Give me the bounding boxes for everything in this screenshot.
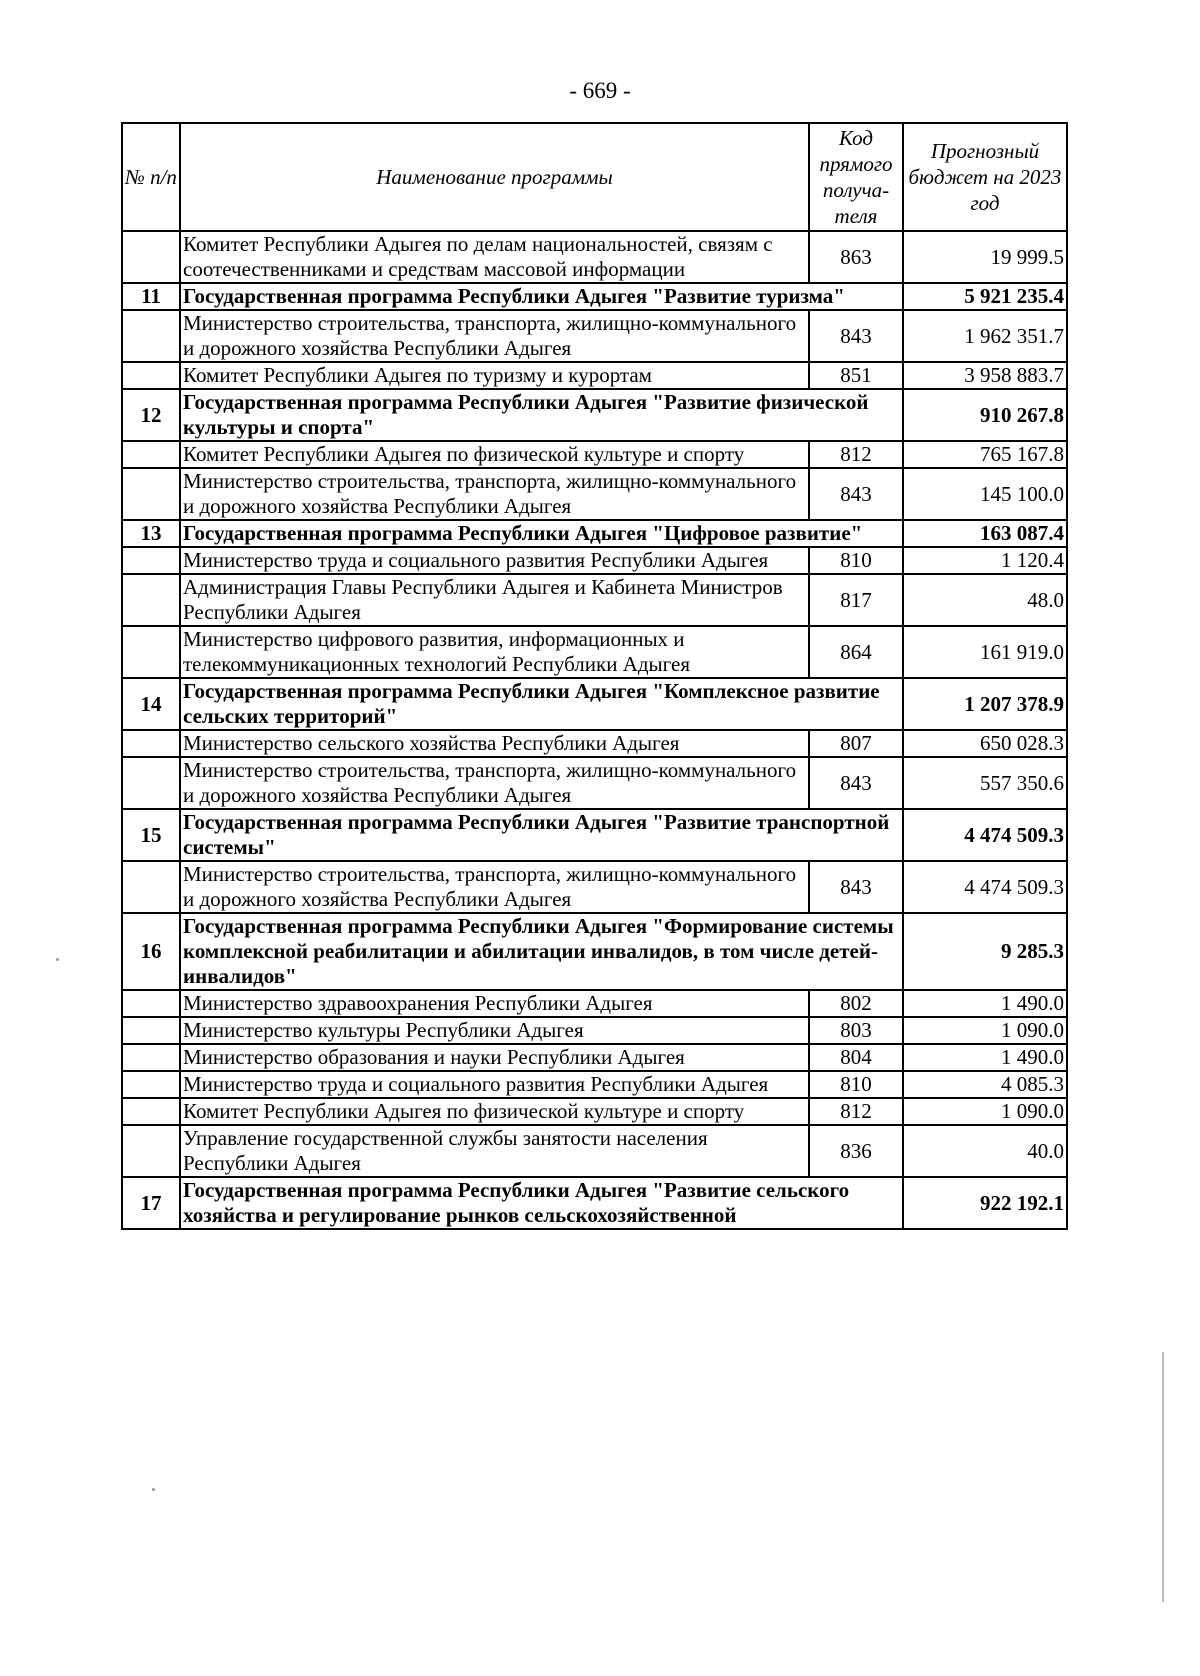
row-number: 17	[122, 1177, 180, 1229]
recipient-row	[122, 990, 1067, 1017]
recipient-name: Министерство труда и социального развития Республики Адыгея	[180, 547, 809, 574]
recipient-code: 802	[809, 990, 903, 1017]
scan-speck	[56, 958, 59, 961]
row-number-empty	[122, 310, 180, 362]
row-number: 16	[122, 913, 180, 990]
recipient-name: Министерство цифрового развития, информационных и телекоммуникационных технологий Республики Адыгея	[180, 626, 809, 678]
table-header-row	[122, 123, 1067, 231]
recipient-row	[122, 441, 1067, 468]
recipient-budget: 1 120.4	[903, 547, 1067, 574]
recipient-budget: 3 958 883.7	[903, 362, 1067, 389]
recipient-budget: 765 167.8	[903, 441, 1067, 468]
recipient-code: 843	[809, 468, 903, 520]
program-budget: 5 921 235.4	[903, 283, 1067, 310]
recipient-budget: 161 919.0	[903, 626, 1067, 678]
recipient-row	[122, 310, 1067, 362]
recipient-budget: 19 999.5	[903, 231, 1067, 283]
row-number-empty	[122, 861, 180, 913]
header-budget: Прогнозный бюджет на 2023 год	[903, 123, 1067, 231]
program-budget: 922 192.1	[903, 1177, 1067, 1229]
recipient-code: 863	[809, 231, 903, 283]
recipient-budget: 48.0	[903, 574, 1067, 626]
program-row	[122, 520, 1067, 547]
recipient-budget: 557 350.6	[903, 757, 1067, 809]
recipient-row	[122, 861, 1067, 913]
row-number-empty	[122, 1071, 180, 1098]
recipient-name: Комитет Республики Адыгея по физической культуре и спорту	[180, 441, 809, 468]
row-number-empty	[122, 757, 180, 809]
recipient-budget: 4 085.3	[903, 1071, 1067, 1098]
recipient-row	[122, 574, 1067, 626]
row-number-empty	[122, 441, 180, 468]
program-budget: 910 267.8	[903, 389, 1067, 441]
recipient-row	[122, 1044, 1067, 1071]
row-number-empty	[122, 626, 180, 678]
program-row	[122, 283, 1067, 310]
recipient-row	[122, 1017, 1067, 1044]
recipient-row	[122, 547, 1067, 574]
recipient-name: Комитет Республики Адыгея по туризму и курортам	[180, 362, 809, 389]
program-name: Государственная программа Республики Адыгея "Развитие сельского хозяйства и регулирование рынков сельскохозяйственной	[180, 1177, 903, 1229]
recipient-code: 810	[809, 1071, 903, 1098]
recipient-code: 843	[809, 861, 903, 913]
recipient-budget: 1 490.0	[903, 990, 1067, 1017]
row-number-empty	[122, 990, 180, 1017]
recipient-row	[122, 362, 1067, 389]
recipient-row	[122, 757, 1067, 809]
program-name: Государственная программа Республики Адыгея "Формирование системы комплексной реабилитации и абилитации инвалидов, в том числе детей-инвалидов"	[180, 913, 903, 990]
program-name: Государственная программа Республики Адыгея "Развитие физической культуры и спорта"	[180, 389, 903, 441]
recipient-name: Комитет Республики Адыгея по физической культуре и спорту	[180, 1098, 809, 1125]
row-number: 14	[122, 678, 180, 730]
row-number: 12	[122, 389, 180, 441]
program-row	[122, 913, 1067, 990]
recipient-name: Министерство строительства, транспорта, жилищно-коммунального и дорожного хозяйства Республики Адыгея	[180, 861, 809, 913]
header-num: № п/п	[122, 123, 180, 231]
program-budget: 163 087.4	[903, 520, 1067, 547]
program-name: Государственная программа Республики Адыгея "Развитие транспортной системы"	[180, 809, 903, 861]
recipient-name: Комитет Республики Адыгея по делам национальностей, связям с соотечественниками и средствам массовой информации	[180, 231, 809, 283]
program-budget: 1 207 378.9	[903, 678, 1067, 730]
row-number-empty	[122, 574, 180, 626]
recipient-budget: 145 100.0	[903, 468, 1067, 520]
program-row	[122, 809, 1067, 861]
recipient-row	[122, 730, 1067, 757]
program-name: Государственная программа Республики Адыгея "Цифровое развитие"	[180, 520, 903, 547]
row-number-empty	[122, 468, 180, 520]
header-code: Код прямого получа-теля	[809, 123, 903, 231]
row-number-empty	[122, 1017, 180, 1044]
recipient-budget: 1 962 351.7	[903, 310, 1067, 362]
row-number: 13	[122, 520, 180, 547]
recipient-name: Министерство труда и социального развития Республики Адыгея	[180, 1071, 809, 1098]
recipient-code: 812	[809, 1098, 903, 1125]
budget-table	[121, 122, 1068, 1230]
row-number-empty	[122, 362, 180, 389]
scan-artifact-line	[1162, 1352, 1164, 1602]
program-row	[122, 389, 1067, 441]
row-number: 11	[122, 283, 180, 310]
recipient-code: 843	[809, 757, 903, 809]
program-budget: 4 474 509.3	[903, 809, 1067, 861]
recipient-code: 804	[809, 1044, 903, 1071]
recipient-name: Министерство здравоохранения Республики Адыгея	[180, 990, 809, 1017]
recipient-name: Министерство строительства, транспорта, жилищно-коммунального и дорожного хозяйства Республики Адыгея	[180, 468, 809, 520]
recipient-budget: 4 474 509.3	[903, 861, 1067, 913]
recipient-row	[122, 626, 1067, 678]
recipient-code: 810	[809, 547, 903, 574]
recipient-budget: 40.0	[903, 1125, 1067, 1177]
recipient-code: 843	[809, 310, 903, 362]
program-row	[122, 678, 1067, 730]
recipient-budget: 1 090.0	[903, 1017, 1067, 1044]
recipient-row	[122, 1098, 1067, 1125]
recipient-row	[122, 1125, 1067, 1177]
row-number-empty	[122, 1044, 180, 1071]
recipient-code: 803	[809, 1017, 903, 1044]
recipient-name: Министерство сельского хозяйства Республики Адыгея	[180, 730, 809, 757]
row-number-empty	[122, 1125, 180, 1177]
recipient-code: 807	[809, 730, 903, 757]
program-name: Государственная программа Республики Адыгея "Комплексное развитие сельских территорий"	[180, 678, 903, 730]
recipient-name: Министерство строительства, транспорта, жилищно-коммунального и дорожного хозяйства Республики Адыгея	[180, 310, 809, 362]
program-budget: 9 285.3	[903, 913, 1067, 990]
recipient-code: 836	[809, 1125, 903, 1177]
row-number: 15	[122, 809, 180, 861]
recipient-name: Администрация Главы Республики Адыгея и Кабинета Министров Республики Адыгея	[180, 574, 809, 626]
recipient-code: 817	[809, 574, 903, 626]
recipient-budget: 650 028.3	[903, 730, 1067, 757]
recipient-row	[122, 468, 1067, 520]
recipient-budget: 1 490.0	[903, 1044, 1067, 1071]
row-number-empty	[122, 730, 180, 757]
recipient-code: 851	[809, 362, 903, 389]
header-name: Наименование программы	[180, 123, 809, 231]
recipient-row	[122, 231, 1067, 283]
recipient-name: Министерство строительства, транспорта, жилищно-коммунального и дорожного хозяйства Республики Адыгея	[180, 757, 809, 809]
page-number: - 669 -	[569, 78, 631, 103]
recipient-name: Министерство образования и науки Республики Адыгея	[180, 1044, 809, 1071]
recipient-code: 864	[809, 626, 903, 678]
program-name: Государственная программа Республики Адыгея "Развитие туризма"	[180, 283, 903, 310]
recipient-row	[122, 1071, 1067, 1098]
scan-speck	[152, 1488, 155, 1491]
row-number-empty	[122, 231, 180, 283]
row-number-empty	[122, 547, 180, 574]
recipient-budget: 1 090.0	[903, 1098, 1067, 1125]
recipient-name: Министерство культуры Республики Адыгея	[180, 1017, 809, 1044]
recipient-name: Управление государственной службы занятости населения Республики Адыгея	[180, 1125, 809, 1177]
row-number-empty	[122, 1098, 180, 1125]
recipient-code: 812	[809, 441, 903, 468]
program-row	[122, 1177, 1067, 1229]
